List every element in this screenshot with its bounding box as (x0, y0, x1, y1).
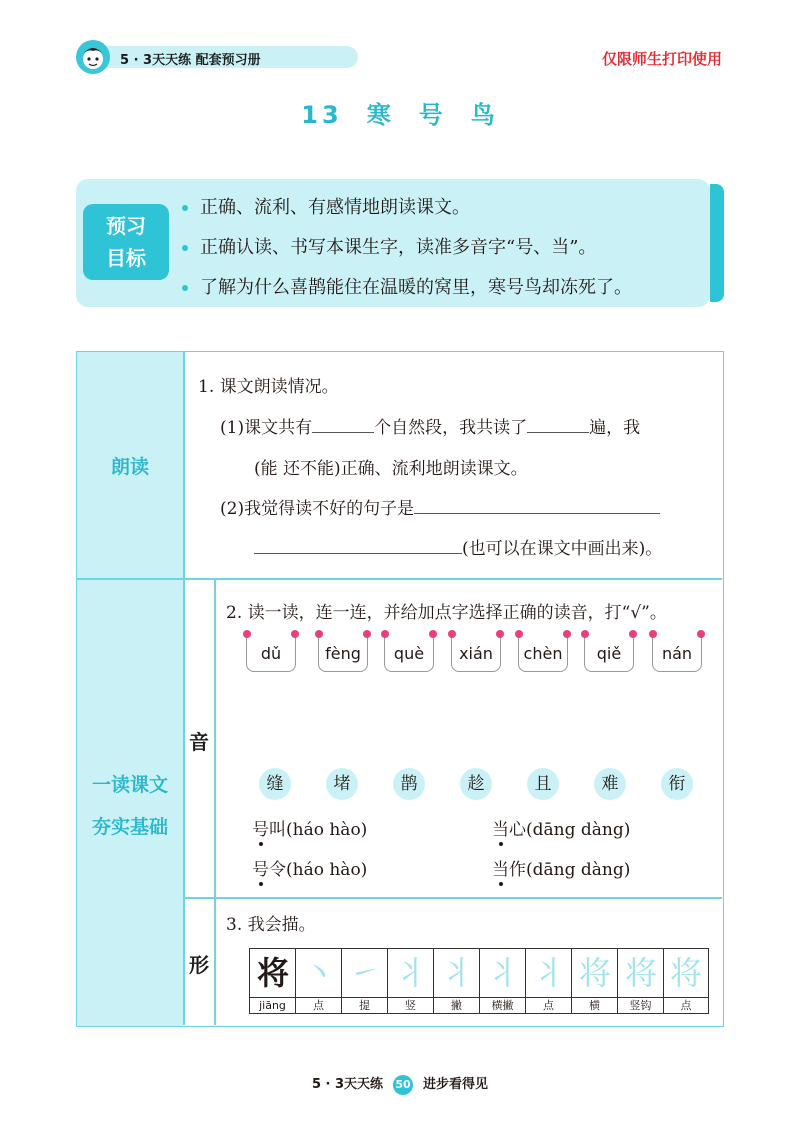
hanzi-circle[interactable]: 且 (527, 768, 559, 800)
dotted-char: 当 (492, 855, 509, 880)
trace-char: 丶 (302, 954, 335, 992)
polyphone-item (252, 815, 367, 840)
paragraph-count-blank[interactable] (312, 415, 374, 433)
print-note: 仅限师生打印使用 (601, 50, 722, 68)
stroke-name: 竖钩 (618, 998, 664, 1014)
title-char: 鸟 (470, 101, 499, 129)
divider (77, 578, 722, 580)
title-char: 号 (418, 101, 447, 129)
divider (184, 897, 722, 899)
foundation-label-1: 一读课文 (91, 774, 168, 796)
trace-char: 丬 (440, 954, 473, 992)
trace-char: 将 (624, 954, 657, 992)
polyphone-item (492, 815, 630, 840)
reading-label: 朗读 (110, 456, 149, 478)
hanzi-circle[interactable]: 趁 (460, 768, 492, 800)
q3-title: 3. 我会描。 (226, 915, 316, 935)
lesson-title (0, 95, 800, 130)
pinyin-card[interactable]: què (384, 634, 434, 672)
foundation-label-cell (77, 579, 183, 1026)
goals-badge-line2: 目标 (106, 246, 146, 270)
polyphone-rest: 作 (509, 860, 526, 880)
series-title: 5 · 3天天练 配套预习册 (120, 53, 261, 68)
footer-series: 5 · 3天天练 (311, 1077, 384, 1092)
pinyin-card[interactable]: nán (652, 634, 702, 672)
hanzi-circle[interactable]: 难 (594, 768, 626, 800)
polyphone-options[interactable]: (háo hào) (286, 860, 368, 880)
polyphone-options[interactable]: (háo hào) (286, 820, 368, 840)
hanzi-circle[interactable]: 衔 (661, 768, 693, 800)
goal-item: 正确认读、书写本课生字，读准多音字“号、当”。 (182, 228, 632, 268)
pinyin-card[interactable]: fèng (318, 634, 368, 672)
stroke-name: 竖 (388, 998, 434, 1014)
stroke-name: 点 (680, 999, 692, 1012)
dotted-char: 号 (252, 815, 269, 840)
polyphone-rest: 令 (269, 860, 286, 880)
polyphone-options[interactable]: (dāng dàng) (526, 860, 631, 880)
page-footer (0, 1073, 800, 1095)
char-pinyin: jiāng (250, 998, 296, 1014)
q2-title: 2. 读一读，连一连，并给加点字选择正确的读音，打“√”。 (226, 603, 667, 623)
sentence-blank[interactable] (414, 496, 660, 514)
q1-line2: (能 还不能)正确、流利地朗读课文。 (254, 459, 528, 479)
trace-char: ㇀ (348, 954, 381, 992)
polyphone-item (252, 855, 367, 880)
polyphone-rest: 叫 (269, 820, 286, 840)
title-char: 寒 (366, 101, 395, 129)
hanzi-circle[interactable]: 缝 (259, 768, 291, 800)
stroke-name: 横撇 (480, 998, 526, 1014)
goal-item: 正确、流利、有感情地朗读课文。 (182, 188, 632, 228)
stroke-name: 撇 (434, 998, 480, 1014)
model-char: 将 (256, 954, 289, 992)
q1-line1 (220, 413, 640, 438)
polyphone-options[interactable]: (dāng dàng) (526, 820, 631, 840)
pinyin-card[interactable]: qiě (584, 634, 634, 672)
goals-strip (710, 184, 724, 302)
q1-text: 遍，我 (589, 418, 641, 438)
q1-text: 个自然段，我共读了 (374, 418, 528, 438)
exercise-table (76, 351, 724, 1027)
q1-text: (也可以在课文中画出来)。 (462, 539, 663, 559)
dotted-char: 号 (252, 855, 269, 880)
lesson-number: 13 (301, 101, 343, 129)
hanzi-circle[interactable]: 鹊 (393, 768, 425, 800)
stroke-name: 点 (526, 998, 572, 1014)
divider (183, 352, 185, 1025)
trace-char: 将 (578, 954, 611, 992)
pinyin-card[interactable]: chèn (518, 634, 568, 672)
q1-text: (1)课文共有 (220, 418, 313, 438)
goals-badge-line1: 预习 (106, 214, 146, 238)
goals-list (182, 188, 632, 308)
polyphone-item (492, 855, 630, 880)
q1-title: 1. 课文朗读情况。 (198, 377, 339, 397)
stroke-name: 提 (342, 998, 388, 1014)
trace-char: 丬 (532, 954, 565, 992)
polyphone-rest: 心 (509, 820, 526, 840)
page-number: 50 (393, 1075, 413, 1095)
stroke-grid (249, 948, 709, 1014)
trace-char: 丬 (394, 954, 427, 992)
footer-slogan: 进步看得见 (423, 1077, 489, 1092)
stroke-name: 点 (296, 998, 342, 1014)
sound-label: 音 (189, 730, 209, 754)
sentence-blank-2[interactable] (254, 536, 462, 554)
pinyin-card[interactable]: xián (451, 634, 501, 672)
goal-item: 了解为什么喜鹊能住在温暖的窝里，寒号鸟却冻死了。 (182, 268, 632, 308)
divider (214, 579, 216, 1025)
mascot-icon (76, 40, 110, 74)
q1-text: (2)我觉得读不好的句子是 (220, 499, 415, 519)
shape-label: 形 (189, 953, 209, 977)
trace-char: 将 (669, 954, 702, 992)
dotted-char: 当 (492, 815, 509, 840)
pinyin-card[interactable]: dǔ (246, 634, 296, 672)
q1-line4 (254, 534, 662, 559)
read-times-blank[interactable] (527, 415, 589, 433)
stroke-name: 横 (572, 998, 618, 1014)
foundation-label-2: 夯实基础 (91, 816, 168, 838)
trace-char: 丬 (486, 954, 519, 992)
goals-badge (83, 204, 169, 280)
q1-line3 (220, 494, 660, 519)
hanzi-circle[interactable]: 堵 (326, 768, 358, 800)
